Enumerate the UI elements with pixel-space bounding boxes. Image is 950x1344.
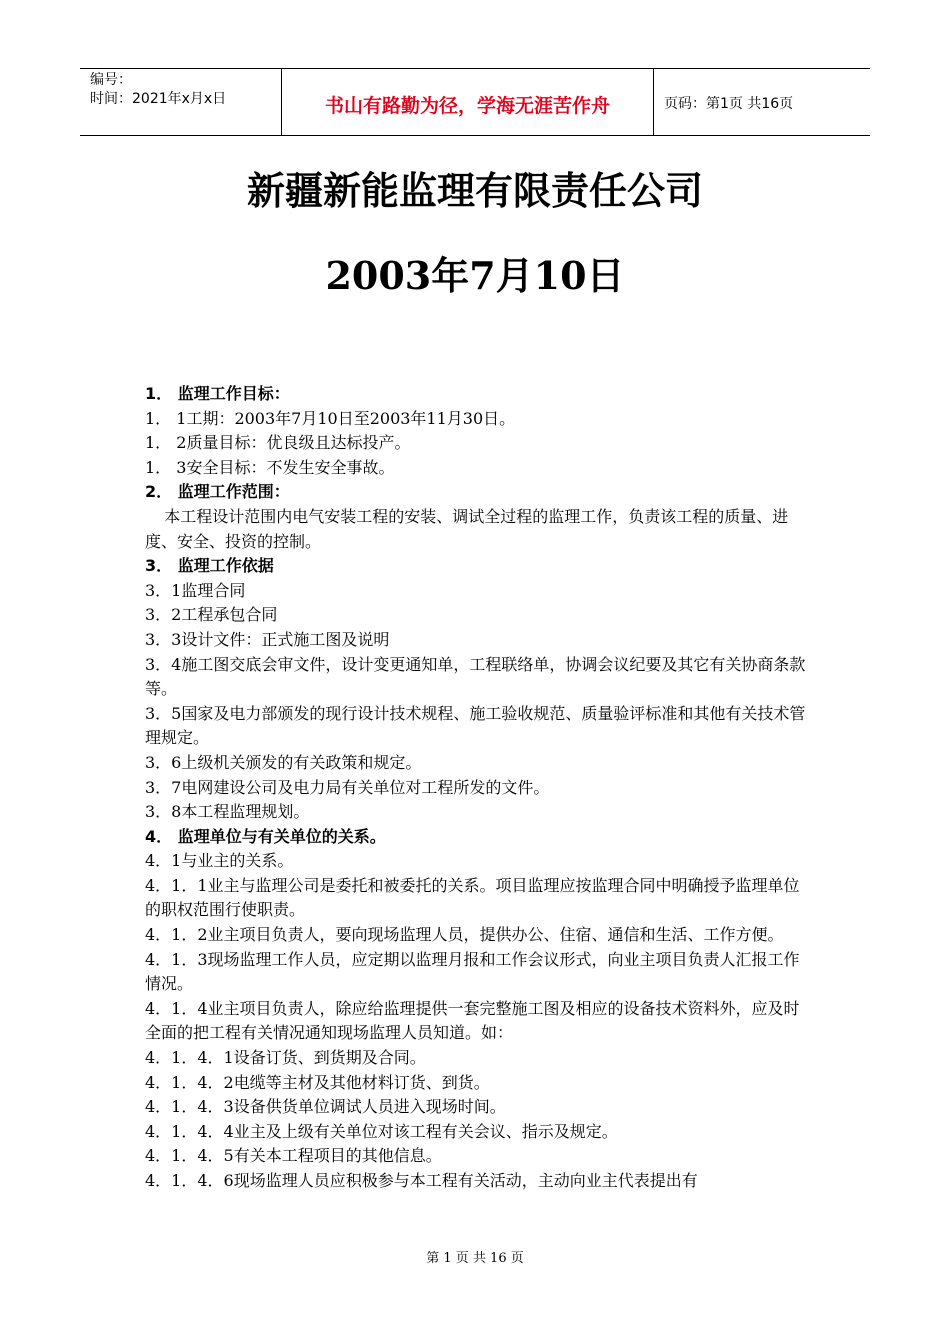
- document-body: [145, 382, 815, 1194]
- body-paragraph: 4．1．3现场监理工作人员，应定期以监理月报和工作会议形式，向业主项目负责人汇报工作情况。: [145, 949, 800, 994]
- header-time-label: 时间：2021年x月x日: [90, 91, 227, 107]
- body-paragraph: 3．7电网建设公司及电力局有关单位对工程所发的文件。: [145, 777, 550, 797]
- body-paragraph: 4．1．4．6现场监理人员应积极参与本工程有关活动，主动向业主代表提出有: [145, 1171, 698, 1190]
- body-paragraph: 3．4施工图交底会审文件，设计变更通知单，工程联络单，协调会议纪要及其它有关协商条款等。: [145, 654, 806, 699]
- section-heading: 3． 监理工作依据: [145, 556, 274, 576]
- section-heading: 1． 监理工作目标：: [145, 384, 290, 403]
- body-paragraph: 3．2工程承包合同: [145, 605, 278, 625]
- section-heading: 4． 监理单位与有关单位的关系。: [145, 826, 386, 846]
- section-heading: 2． 监理工作范围：: [145, 482, 290, 502]
- body-paragraph: 1． 2质量目标：优良级且达标投产。: [145, 433, 411, 453]
- page-footer: 第 1 页 共 16 页: [426, 1251, 524, 1266]
- header-number-label: 编号：: [90, 72, 132, 88]
- header-motto: 书山有路勤为径，学海无涯苦作舟: [282, 69, 654, 135]
- company-title: 新疆新能监理有限责任公司: [246, 169, 703, 213]
- body-paragraph: 4．1．4．5有关本工程项目的其他信息。: [145, 1146, 442, 1166]
- body-paragraph: 4．1．4．4业主及上级有关单位对该工程有关会议、指示及规定。: [145, 1121, 618, 1141]
- body-paragraph: 1． 1工期：2003年7月10日至2003年11月30日。: [145, 408, 516, 428]
- body-paragraph: 3．3设计文件：正式施工图及说明: [145, 629, 390, 649]
- body-paragraph: 4．1．2业主项目负责人，要向现场监理人员，提供办公、住宿、通信和生活、工作方便。: [145, 925, 784, 945]
- body-paragraph: 4．1．4业主项目负责人，除应给监理提供一套完整施工图及相应的设备技术资料外，应及时全面的把工程有关情况通知现场监理人员知道。如：: [145, 998, 800, 1043]
- body-paragraph: 3．8本工程监理规划。: [145, 802, 310, 822]
- body-paragraph: 4．1．4．2电缆等主材及其他材料订货、到货。: [145, 1072, 490, 1092]
- body-paragraph: 3．6上级机关颁发的有关政策和规定。: [145, 752, 422, 772]
- page-header: [80, 68, 870, 136]
- header-page-info: 页码：第1页 共16页: [664, 96, 794, 112]
- body-paragraph: 3．1监理合同: [145, 580, 246, 600]
- header-meta: [80, 69, 282, 135]
- body-paragraph: 4．1．4．3设备供货单位调试人员进入现场时间。: [145, 1097, 506, 1117]
- body-paragraph: 本工程设计范围内电气安装工程的安装、调试全过程的监理工作，负责该工程的质量、进度、安全、投资的控制。: [145, 506, 789, 551]
- body-paragraph: 4．1与业主的关系。: [145, 851, 294, 871]
- body-paragraph: 4．1．4．1设备订货、到货期及合同。: [145, 1048, 426, 1068]
- document-date: 2003年7月10日: [325, 253, 625, 298]
- body-paragraph: 1． 3安全目标：不发生安全事故。: [145, 457, 395, 477]
- body-paragraph: 3．5国家及电力部颁发的现行设计技术规程、施工验收规范、质量验评标准和其他有关技术管理规定。: [145, 703, 806, 748]
- body-paragraph: 4．1．1业主与监理公司是委托和被委托的关系。项目监理应按监理合同中明确授予监理单位的职权范围行使职责。: [145, 875, 800, 920]
